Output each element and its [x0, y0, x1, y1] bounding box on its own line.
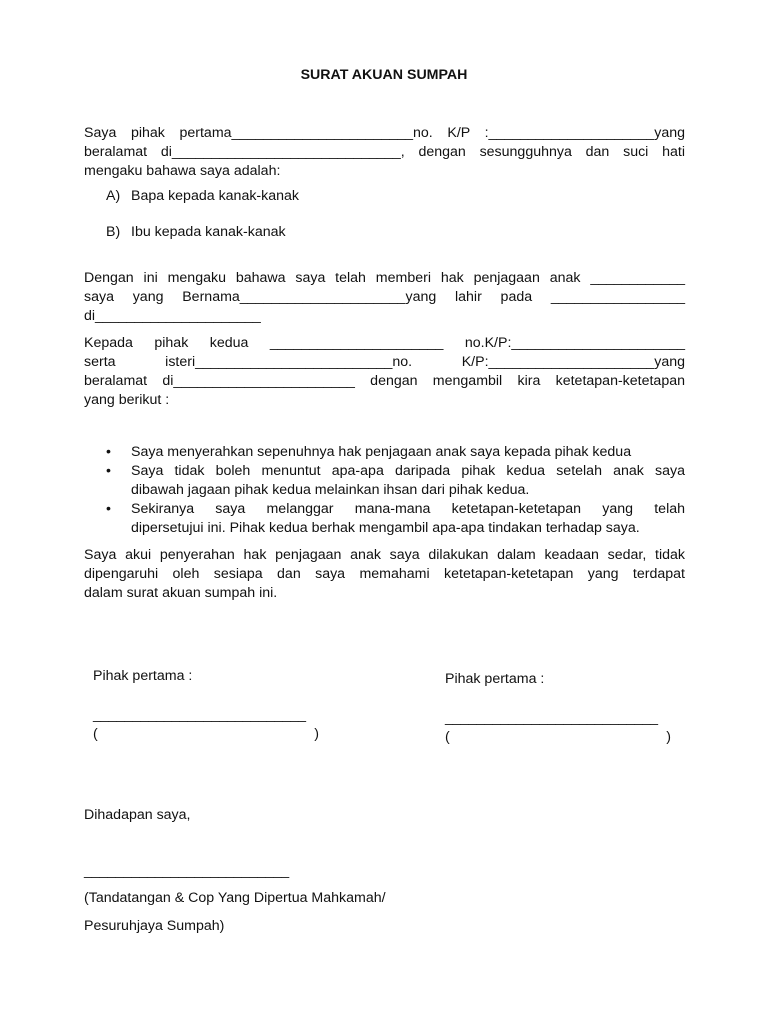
second-party-line-1: Kepada pihak kedua ______________________ no.K/P:______________________	[84, 335, 685, 351]
witness-caption-line-2: Pesuruhjaya Sumpah)	[84, 918, 225, 934]
open-paren: (	[93, 726, 98, 742]
option-b	[106, 223, 286, 242]
grant-line-3: di_____________________	[84, 308, 261, 324]
second-party-line-2: serta isteri_________________________no. K/P:_____________________yang	[84, 354, 685, 370]
term-1-line-1: Saya menyerahkan sepenuhnya hak penjagaan anak saya kepada pihak kedua	[131, 444, 632, 460]
signature-label: Pihak pertama :	[445, 671, 545, 687]
signature-name-parentheses	[93, 725, 319, 744]
close-paren: )	[666, 729, 671, 745]
grant-line-2: saya yang Bernama_____________________yang lahir pada _________________	[84, 289, 685, 305]
signature-line: ___________________________	[445, 710, 659, 726]
witness-signature-line: __________________________	[84, 863, 290, 879]
intro-line-3: mengaku bahawa saya adalah:	[84, 163, 281, 179]
option-b-text: Ibu kepada kanak-kanak	[131, 224, 286, 240]
signature-block-left	[93, 667, 319, 744]
option-b-label: B)	[106, 224, 121, 240]
bullet-icon: •	[106, 444, 111, 460]
option-a	[106, 187, 299, 206]
signature-name-parentheses	[445, 728, 671, 747]
document-title: SURAT AKUAN SUMPAH	[300, 67, 468, 83]
bullet-icon: •	[106, 501, 111, 517]
grant-paragraph	[84, 269, 685, 326]
signature-line: ___________________________	[93, 707, 307, 723]
term-2-line-1: Saya tidak boleh menuntut apa-apa daripada pihak kedua setelah anak saya	[131, 463, 685, 479]
witness-label: Dihadapan saya,	[84, 807, 191, 823]
declaration-line-2: dipengaruhi oleh sesiapa dan saya memahami ketetapan-ketetapan yang terdapat	[84, 566, 685, 582]
declaration-line-3: dalam surat akuan sumpah ini.	[84, 585, 278, 601]
second-party-paragraph	[84, 334, 685, 410]
option-a-label: A)	[106, 188, 121, 204]
open-paren: (	[445, 729, 450, 745]
declaration-paragraph	[84, 546, 685, 603]
bullet-icon: •	[106, 463, 111, 479]
intro-line-2: beralamat di_____________________________, dengan sesungguhnya dan suci hati	[84, 144, 685, 160]
term-3-line-2: dipersetujui ini. Pihak kedua berhak mengambil apa-apa tindakan terhadap saya.	[131, 520, 640, 536]
list-item	[84, 462, 685, 500]
grant-line-1: Dengan ini mengaku bahawa saya telah memberi hak penjagaan anak ____________	[84, 270, 685, 286]
intro-paragraph	[84, 124, 685, 181]
term-3-line-1: Sekiranya saya melanggar mana-mana ketetapan-ketetapan yang telah	[131, 501, 685, 517]
witness-caption-line-1: (Tandatangan & Cop Yang Dipertua Mahkamah/	[84, 890, 386, 906]
terms-list	[84, 443, 685, 538]
option-a-text: Bapa kepada kanak-kanak	[131, 188, 300, 204]
term-2-line-2: dibawah jagaan pihak kedua melainkan ihsan dari pihak kedua.	[131, 482, 530, 498]
list-item	[84, 500, 685, 538]
signature-block-right	[445, 670, 671, 747]
second-party-line-3: beralamat di_______________________ dengan mengambil kira ketetapan-ketetapan	[84, 373, 685, 389]
list-item	[84, 443, 685, 462]
close-paren: )	[314, 726, 319, 742]
second-party-line-4: yang berikut :	[84, 392, 170, 408]
declaration-line-1: Saya akui penyerahan hak penjagaan anak saya dilakukan dalam keadaan sedar, tidak	[84, 547, 685, 563]
intro-line-1: Saya pihak pertama_______________________no. K/P :_____________________yang	[84, 125, 685, 141]
signature-label: Pihak pertama :	[93, 668, 193, 684]
